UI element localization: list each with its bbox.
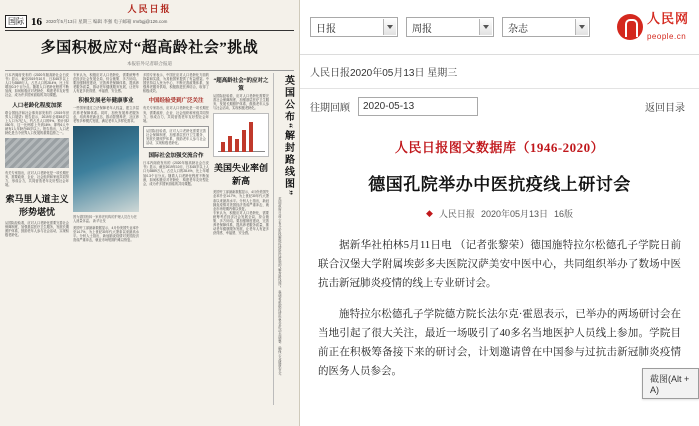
newspaper-sub-headline: 本报驻外记者联合报道 [127,61,172,66]
newspaper-hero-photo-caption: 图为德国柏林一家养老机构的护理人员在为老人测量体温。 新华社发 [73,214,137,223]
brand-name-en: people.cn [646,32,687,41]
newspaper-column-1 [5,73,69,405]
article-body [318,236,681,381]
article-date: 2020年05月13日 [480,209,548,219]
newspaper-column-5 [273,73,299,405]
newspaper-col4-chart [213,113,269,157]
toolbar-secondary [300,55,699,89]
back-issue-date-input[interactable]: 2020-05-13 [358,97,478,116]
newspaper-col4-bottom-text: 美国劳工部最新数据显示，4月份美国失业率升至14.7%，为上世纪30年代大萧条以来最高水平。分析人士指出，新冠肺炎疫情对美国经济造成严重冲击，就业市场短期内难以恢复。 [213,190,269,211]
toolbar-primary [300,0,699,55]
select-publication-value: 周报 [412,23,432,35]
article-page: 16版 [553,209,573,219]
newspaper-section-meta: 2020年5月13日 星期三 编辑 李强 电子邮箱 rmrbgj@126.com [46,18,168,24]
newspaper-col3-text2: 有关专家指出，应对人口老龄化是一项长期任务，需要政府、企业、社会组织和家庭共同努力，形成合力，共同营造老年友好型社会环境。 [143,106,209,123]
capture-screenshot-button[interactable]: 截图(Alt + A) [642,368,699,399]
chevron-down-icon[interactable] [575,19,588,35]
newspaper-sidebar-vertical-text: 英国政府日前公布分阶段解除疫情防控措施的“解封路线图”，强调将根据疫情形势变化动态调整，确保公众健康安全。 [277,197,282,379]
back-issue-label: 往期回顾 [310,102,350,114]
newspaper-masthead-logo: 人民日报 [127,4,172,14]
newspaper-col1-text: 日本内阁府发布的《2020年版高龄社会白皮书》显示，截至2019年10月，日本65岁以上人口为3589万人，占总人口的28.4%，比上年增加0.3个百分点。随着人口老龄化程度不断加深，如何积极应对老龄化、构建老年友好型社会，成为许多国家面临的共同课题。 [5,73,69,98]
newspaper-divider [5,70,294,71]
newspaper-col1-text3: 有关专家指出，应对人口老龄化是一项长期任务，需要政府、企业、社会组织和家庭共同努力，形成合力，共同营造老年友好型社会环境。 [5,171,69,188]
article-source: 人民日报 [438,209,475,219]
newspaper-col3-box [143,126,209,148]
article-meta [318,207,681,220]
newspaper-col1-text2: 联合国经济和社会事务部发布的《2019年世界人口展望》报告显示，2019年全球65岁以上人口为7亿人，约占总人口的9%。预计到2050年，这一比例将上升到16%，即每6人中就有1人年龄在65岁以上。报告指出，人口老龄化是当今世界人口发展的重要趋势之一。 [5,110,69,136]
newspaper-col3-text3: 日本内阁府发布的《2020年版高龄社会白皮书》显示，截至2019年10月，日本65岁以上人口为3589万人，占总人口的28.4%，比上年增加0.3个百分点。随着人口老龄化程度不断加深，如何积极应对老龄化、构建老年友好型社会，成为许多国家面临的共同课题。 [143,161,209,186]
newspaper-col2-subhead: 积极发展老年健康事业 [78,98,134,105]
newspaper-section-badge: 国际 [5,15,27,28]
database-viewer-pane [300,0,699,426]
chevron-down-icon[interactable] [383,19,396,35]
chevron-down-icon[interactable] [479,19,492,35]
article-title: 德国孔院举办中医抗疫线上研讨会 [368,175,631,194]
newspaper-col3-text: 多国专家表示，中国在应对人口老龄化方面的探索和实践，为其他国家提供了有益借鉴。中国坚持以人民为中心，不断完善政策体系，加强养老服务供给，积极推进医养结合，取得了积极成效。 [143,73,209,94]
newspaper-col4-bottom-headline: 美国失业率创新高 [213,163,268,187]
newspaper-col4-text: 从国际经验看，应对人口老龄化需要完善社会保障制度，加强基层医疗卫生服务，发展长期照护体系，鼓励老年人参与社会活动，实现积极老龄化。 [213,94,269,111]
newspaper-sidebar-vertical-title: 英国公布“解封路线图” [282,75,294,197]
newspaper-col1-bottom-headline: 索马里人道主义形势堪忧 [5,193,69,217]
brand-name-cn: 人民网 [646,11,689,26]
select-category-value: 杂志 [508,23,528,35]
newspaper-column-4 [213,73,269,405]
newspaper-column-3 [143,73,209,405]
newspaper-columns [5,73,294,405]
newspaper-masthead [5,4,294,14]
current-issue-label: 人民日报2020年05月13日 星期三 [310,68,458,79]
newspaper-section-number: 16 [31,15,42,28]
newspaper-hero-photo [73,126,139,212]
newspaper-section-bar [5,15,294,31]
newspaper-col2-text: 专家认为，积极应对人口老龄化，需要统筹考虑经济社会发展全局，综合施策、多方协同。要加强制度建设，完善养老保障体系，提高养老服务质量，推动老年健康服务发展，让老年人有更多获得感、幸福感、安全感。 [73,73,139,94]
newspaper-col1-photo [5,138,69,168]
return-catalog-button[interactable]: 返回目录 [645,102,685,114]
database-title: 人民日报图文数据库（1946-2020） [394,140,605,155]
people-cn-logo-icon [617,14,643,40]
filter-select-group [310,17,609,37]
newspaper-page-scan[interactable] [0,0,300,426]
select-periodical-type[interactable] [310,17,398,37]
newspaper-column-2 [73,73,139,405]
bullet-icon: ◆ [426,208,433,218]
newspaper-col4-subhead: “超高龄社会”的应对之策 [213,78,269,92]
toolbar-back-issue [300,89,699,123]
site-brand-logo[interactable] [617,11,689,43]
newspaper-col2-text2: 一些国家通过立法保障老年人权益，建立多层次养老保障体系。同时，加快发展养老服务业，培育养老新业态，推动智慧养老、社区养老等多种模式发展，满足老年人多样化需求。 [73,106,139,123]
newspaper-col1-text4: 从国际经验看，应对人口老龄化需要完善社会保障制度，加强基层医疗卫生服务，发展长期照护体系，鼓励老年人参与社会活动，实现积极老龄化。 [5,220,69,237]
newspaper-col2-text3: 美国劳工部最新数据显示，4月份美国失业率升至14.7%，为上世纪30年代大萧条以来最高水平。分析人士指出，新冠肺炎疫情对美国经济造成严重冲击，就业市场短期内难以恢复。 [73,225,139,243]
article-container [300,123,699,381]
newspaper-col3-subhead2: 国际社会加强交流合作 [148,153,204,160]
newspaper-col1-subhead: 人口老龄化程度加深 [12,102,62,109]
select-periodical-type-value: 日报 [316,23,336,35]
newspaper-col4-text2: 专家认为，积极应对人口老龄化，需要统筹考虑经济社会发展全局，综合施策、多方协同。要加强制度建设，完善养老保障体系，提高养老服务质量，推动老年健康服务发展，让老年人有更多获得感、幸福感、安全感。 [213,210,269,236]
newspaper-main-headline: 多国积极应对“超高龄社会”挑战 [40,40,259,56]
newspaper-col3-box-text: 从国际经验看，应对人口老龄化需要完善社会保障制度，加强基层医疗卫生服务，发展长期照护体系，鼓励老年人参与社会活动，实现积极老龄化。 [146,128,206,146]
newspaper-col3-subhead: 中国经验受到广泛关注 [148,98,204,105]
article-paragraph-2: 施特拉尔松德孔子学院德方院长法尔克·霍恩表示，已举办的两场研讨会在当地引起了很大关注，最近一场吸引了40多名当地医护人员线上参加。学院目前正在积极筹备接下来的研讨会，计划邀请曾在中国参与过抗击新冠肺炎疫情的医务人员参会。 [318,309,681,377]
select-category[interactable] [502,17,590,37]
article-paragraph-1: 据新华社柏林5月11日电 （记者张黎荣）德国施特拉尔松德孔子学院日前联合汉堡大学附属埃彭多夫医院汉萨美安中医中心，共同组织举办了数场中医抗击新冠肺炎疫情的线上专业研讨会。 [318,240,681,289]
select-publication[interactable] [406,17,494,37]
